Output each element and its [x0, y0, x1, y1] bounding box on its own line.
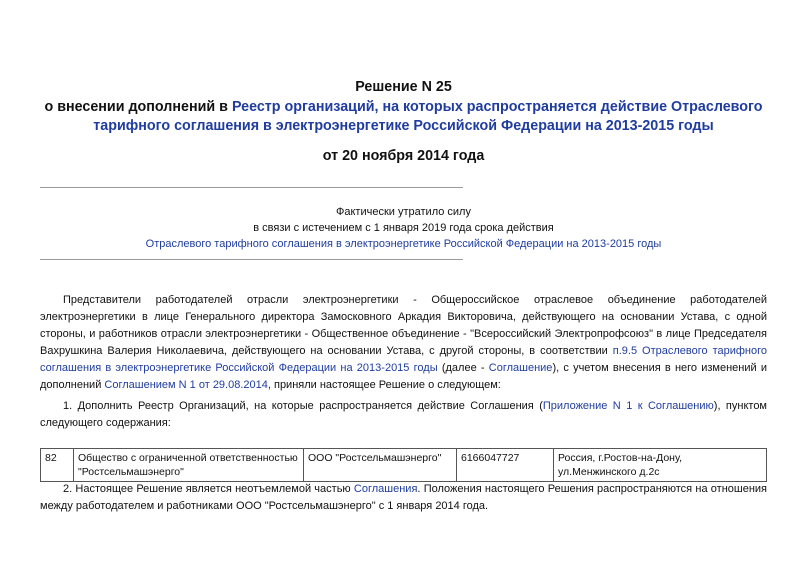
document-date: от 20 ноября 2014 года: [322, 148, 485, 164]
cell-inn: 6166047727: [457, 449, 554, 482]
table-row: [41, 449, 767, 482]
agreement-link[interactable]: Соглашение: [488, 362, 553, 374]
agreement-n1-link[interactable]: Соглашением N 1 от 29.08.2014: [104, 379, 268, 391]
status-line-1: Фактически утратило силу: [336, 206, 471, 218]
item-2-paragraph: [40, 481, 767, 515]
intro-paragraph: [40, 292, 767, 394]
subtitle-prefix: о внесении дополнений в: [44, 99, 228, 115]
item-1-text-1: 1. Дополнить Реестр Организаций, на которые распространяется действие Соглашения (: [63, 400, 543, 412]
intro-text-3: ), с учетом внесения в него изменений и дополнений: [40, 362, 768, 391]
intro-text-4: , приняли настоящее Решение о следующем:: [267, 379, 501, 391]
item-2-text-1: 2. Настоящее Решение является неотъемлемой частью: [63, 483, 351, 495]
top-divider: [40, 187, 463, 188]
status-line-2: в связи с истечением с 1 января 2019 года срока действия: [253, 222, 554, 234]
agreement-link-2[interactable]: Соглашения: [353, 483, 418, 495]
registry-link[interactable]: Реестр организаций, на которых распространяется действие Отраслевого тарифного соглашения в электроэнергетике Российской Федерации на 2013-2015 годы: [93, 99, 763, 134]
document-title: Решение N 25: [355, 79, 452, 95]
agreement-status-link[interactable]: Отраслевого тарифного соглашения в электроэнергетике Российской Федерации на 2013-2015 годы: [145, 238, 662, 250]
intro-text-1: Представители работодателей отрасли электроэнергетики - Общероссийское отраслевое объединение работодателей электроэнергетики в лице Генерального директора Замосковного Аркадия Викторовича, действующего на основании Устава, с одной стороны, и работников отрасли электроэнергетики - Общественное объединение - "Всероссийский Электропрофсоюз" в лице Председателя Вахрушкина Валерия Николаевича, действующего на основании Устава, с другой стороны, в соответствии: [40, 294, 767, 357]
registry-table: [40, 448, 767, 482]
cell-full-name: Общество с ограниченной ответственностью "Ростсельмашэнерго": [74, 449, 304, 482]
item-2-text-2: . Положения настоящего Решения распространяются на отношения между работодателем и работниками ООО "Ростсельмашэнерго" с 1 января 2014 года.: [40, 483, 768, 512]
item-1-text-2: ), пунктом следующего содержания:: [40, 400, 767, 429]
cell-address: Россия, г.Ростов-на-Дону, ул.Менжинского д.2с: [554, 449, 767, 482]
clause-9-5-link[interactable]: п.9.5 Отраслевого тарифного соглашения в электроэнергетике Российской Федерации на 2013-2015 годы: [40, 345, 768, 374]
document-subtitle: [40, 98, 767, 136]
intro-text-2: (далее -: [441, 362, 485, 374]
cell-short-name: ООО "Ростсельмашэнерго": [304, 449, 457, 482]
cell-number: 82: [41, 449, 74, 482]
bottom-divider: [40, 259, 463, 260]
appendix-1-link[interactable]: Приложение N 1 к Соглашению: [542, 400, 714, 412]
item-1-paragraph: [40, 398, 767, 432]
